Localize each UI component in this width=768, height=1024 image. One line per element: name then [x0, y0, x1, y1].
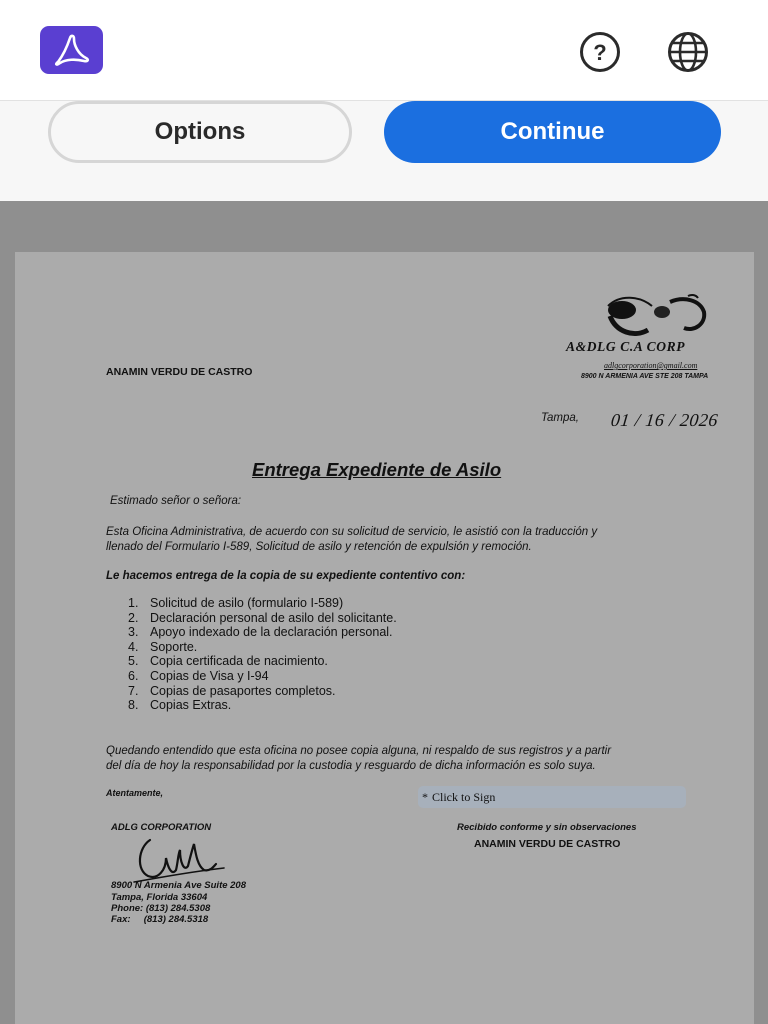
closing-line-1: Quedando entendido que esta oficina no posee copia alguna, ni respaldo de sus registros y a partir	[106, 745, 612, 757]
intro-line-2: llenado del Formulario I-589, Solicitud de asilo y retención de expulsión y remoción.	[106, 541, 532, 553]
letterhead-company: A&DLG C.A CORP	[566, 339, 686, 354]
sender-company: ADLG CORPORATION	[111, 822, 212, 833]
list-heading: Le hacemos entrega de la copia de su expediente contentivo con:	[106, 570, 466, 582]
date-handwritten: 01 / 16 / 2026	[610, 410, 720, 430]
list-item: 7. Copias de pasaportes completos.	[128, 683, 336, 698]
list-item: 4. Soporte.	[128, 639, 198, 654]
letterhead-address: 8900 N ARMENIA AVE STE 208 TAMPA	[581, 373, 709, 380]
recipient-name: ANAMIN VERDU DE CASTRO	[106, 366, 253, 378]
list-item: 5. Copia certificada de nacimiento.	[128, 654, 328, 669]
letterhead-email: adlgcorporation@gmail.com	[604, 361, 698, 370]
sender-fax: Fax: (813) 284.5318	[111, 914, 209, 925]
document-title: Entrega Expediente de Asilo	[252, 459, 502, 480]
sender-phone: Phone: (813) 284.5308	[111, 903, 211, 914]
greeting: Estimado señor o señora:	[110, 495, 242, 507]
received-text: Recibido conforme y sin observaciones	[457, 822, 637, 833]
help-circle-icon[interactable]	[578, 30, 622, 74]
sender-address-1: 8900 N Armenia Ave Suite 208	[111, 880, 247, 891]
svg-text:?: ?	[593, 40, 607, 65]
list-item: 2. Declaración personal de asilo del solicitante.	[128, 610, 397, 625]
asterisk-icon: *	[422, 789, 428, 804]
continue-button[interactable]: Continue	[384, 101, 721, 163]
list-item: 1. Solicitud de asilo (formulario I-589)	[128, 596, 344, 610]
company-logo	[600, 292, 712, 342]
adobe-acrobat-icon[interactable]	[40, 26, 103, 74]
intro-line-1: Esta Oficina Administrativa, de acuerdo con su solicitud de servicio, le asistió con la traducción y	[106, 526, 598, 538]
farewell: Atentamente,	[106, 788, 164, 798]
date-city: Tampa,	[541, 412, 579, 424]
document-item-list	[128, 596, 397, 713]
sender-address-2: Tampa, Florida 33604	[111, 892, 208, 903]
options-button[interactable]: Options	[48, 101, 352, 163]
list-item: 6. Copias de Visa y I-94	[128, 668, 269, 683]
click-to-sign-field[interactable]	[418, 786, 686, 808]
list-item: 3. Apoyo indexado de la declaración personal.	[128, 625, 393, 640]
sign-field-label: Click to Sign	[432, 789, 496, 804]
closing-line-2: del día de hoy la responsabilidad por la custodia y resguardo de dicha información es solo suya.	[106, 760, 596, 772]
received-name: ANAMIN VERDU DE CASTRO	[474, 838, 621, 850]
globe-icon[interactable]	[666, 30, 710, 74]
list-item: 8. Copias Extras.	[128, 698, 232, 713]
top-toolbar	[0, 0, 768, 101]
